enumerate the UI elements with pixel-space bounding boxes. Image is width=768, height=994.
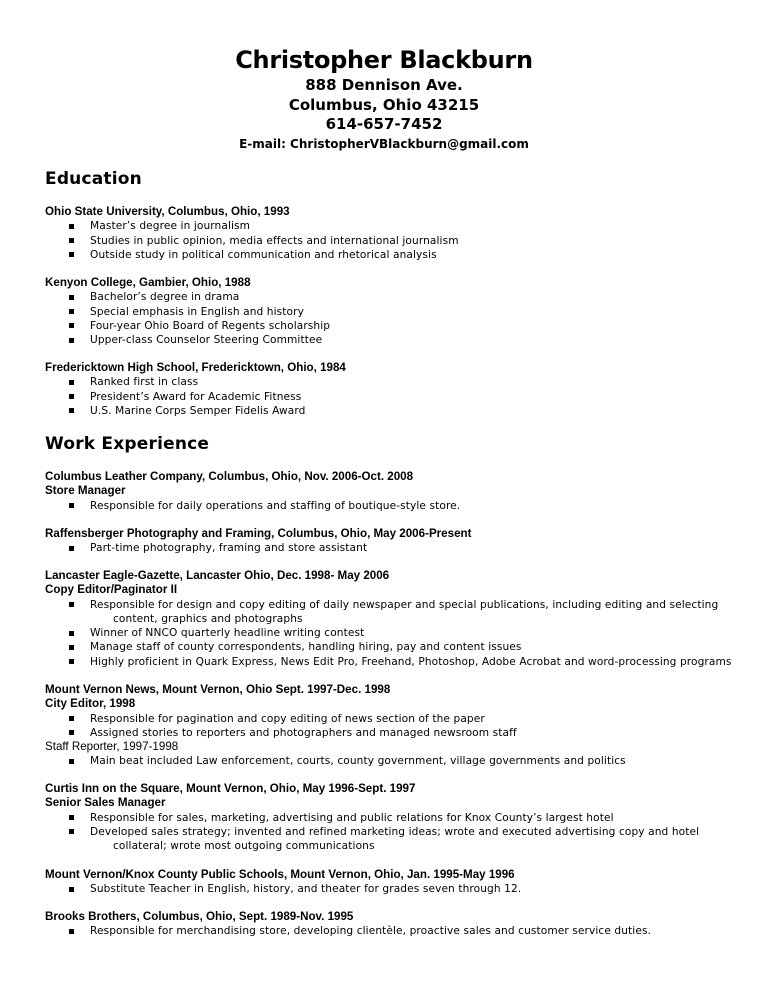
square-bullet-icon <box>69 323 74 328</box>
job-role: Store Manager <box>45 484 126 498</box>
square-bullet-icon <box>69 730 74 735</box>
email-address: E-mail: ChristopherVBlackburn@gmail.com <box>239 136 529 151</box>
bullet-list <box>45 541 735 555</box>
job-entry <box>45 782 735 853</box>
entry-heading: Lancaster Eagle-Gazette, Lancaster Ohio, Dec. 1998- May 2006 <box>45 569 390 582</box>
list-item: U.S. Marine Corps Semper Fidelis Award <box>45 404 735 418</box>
address-line-1: 888 Dennison Ave. <box>305 76 463 94</box>
list-item: Responsible for design and copy editing of daily newspaper and special publications, including editing and selecting content, graphics and photographs <box>45 598 735 627</box>
list-item: Responsible for daily operations and staffing of boutique-style store. <box>45 499 735 513</box>
bullet-list <box>45 499 735 513</box>
job-role: Senior Sales Manager <box>45 796 166 810</box>
bullet-list <box>45 754 735 768</box>
list-item: Four-year Ohio Board of Regents scholarship <box>45 319 735 333</box>
resume-header <box>0 44 768 153</box>
list-item: Special emphasis in English and history <box>45 305 735 319</box>
entry-heading: Brooks Brothers, Columbus, Ohio, Sept. 1989-Nov. 1995 <box>45 910 354 923</box>
bullet-list <box>45 882 735 896</box>
list-item: Assigned stories to reporters and photographers and managed newsroom staff <box>45 726 735 740</box>
square-bullet-icon <box>69 645 74 650</box>
list-item: President’s Award for Academic Fitness <box>45 390 735 404</box>
list-item: Ranked first in class <box>45 375 735 389</box>
list-item: Responsible for sales, marketing, advertising and public relations for Knox County’s largest hotel <box>45 811 735 825</box>
list-item: Highly proficient in Quark Express, News Edit Pro, Freehand, Photoshop, Adobe Acrobat and word-processing programs <box>45 655 735 669</box>
list-item: Bachelor’s degree in drama <box>45 290 735 304</box>
entry-heading: Mount Vernon/Knox County Public Schools, Mount Vernon, Ohio, Jan. 1995-May 1996 <box>45 868 515 881</box>
bullet-list <box>45 811 735 854</box>
education-heading: Education <box>45 169 142 189</box>
bullet-list <box>45 924 735 938</box>
square-bullet-icon <box>69 238 74 243</box>
square-bullet-icon <box>69 408 74 413</box>
list-item: Responsible for merchandising store, developing clientèle, proactive sales and customer service duties. <box>45 924 735 938</box>
square-bullet-icon <box>69 759 74 764</box>
list-item: Part-time photography, framing and store assistant <box>45 541 735 555</box>
job-role: City Editor, 1998 <box>45 697 136 711</box>
job-role-secondary: Staff Reporter, 1997-1998 <box>45 740 179 754</box>
list-item: Developed sales strategy; invented and refined marketing ideas; wrote and executed advertising copy and hotel collateral; wrote most outgoing communications <box>45 825 735 854</box>
job-entry <box>45 470 735 513</box>
bullet-list <box>45 290 735 347</box>
entry-heading: Curtis Inn on the Square, Mount Vernon, Ohio, May 1996-Sept. 1997 <box>45 782 416 795</box>
square-bullet-icon <box>69 224 74 229</box>
phone-number: 614-657-7452 <box>325 115 443 133</box>
square-bullet-icon <box>69 716 74 721</box>
list-item: Studies in public opinion, media effects and international journalism <box>45 234 735 248</box>
list-item: Responsible for pagination and copy editing of news section of the paper <box>45 712 735 726</box>
entry-heading: Fredericktown High School, Fredericktown, Ohio, 1984 <box>45 361 346 374</box>
square-bullet-icon <box>69 815 74 820</box>
square-bullet-icon <box>69 252 74 257</box>
entry-heading: Kenyon College, Gambier, Ohio, 1988 <box>45 276 251 289</box>
square-bullet-icon <box>69 295 74 300</box>
square-bullet-icon <box>69 602 74 607</box>
square-bullet-icon <box>69 929 74 934</box>
job-entry <box>45 683 735 769</box>
education-entry <box>45 361 735 418</box>
square-bullet-icon <box>69 887 74 892</box>
bullet-list <box>45 375 735 418</box>
entry-heading: Raffensberger Photography and Framing, Columbus, Ohio, May 2006-Present <box>45 527 472 540</box>
entry-heading: Columbus Leather Company, Columbus, Ohio, Nov. 2006-Oct. 2008 <box>45 470 414 483</box>
list-item: Main beat included Law enforcement, courts, county government, village governments and politics <box>45 754 735 768</box>
square-bullet-icon <box>69 338 74 343</box>
bullet-list <box>45 219 735 262</box>
address-line-2: Columbus, Ohio 43215 <box>288 95 480 114</box>
job-entry <box>45 569 735 669</box>
square-bullet-icon <box>69 631 74 636</box>
list-item: Substitute Teacher in English, history, and theater for grades seven through 12. <box>45 882 735 896</box>
list-item: Outside study in political communication and rhetorical analysis <box>45 248 735 262</box>
job-entry <box>45 868 735 897</box>
entry-heading: Ohio State University, Columbus, Ohio, 1993 <box>45 205 290 218</box>
square-bullet-icon <box>69 546 74 551</box>
square-bullet-icon <box>69 503 74 508</box>
candidate-name: Christopher Blackburn <box>235 46 533 74</box>
entry-heading: Mount Vernon News, Mount Vernon, Ohio Sept. 1997-Dec. 1998 <box>45 683 391 696</box>
list-item: Manage staff of county correspondents, handling hiring, pay and content issues <box>45 640 735 654</box>
education-entry <box>45 276 735 347</box>
job-entry <box>45 527 735 556</box>
square-bullet-icon <box>69 659 74 664</box>
work-experience-heading: Work Experience <box>45 434 210 454</box>
bullet-list <box>45 712 735 741</box>
square-bullet-icon <box>69 394 74 399</box>
job-entry <box>45 910 735 939</box>
square-bullet-icon <box>69 309 74 314</box>
education-entry <box>45 205 735 262</box>
bullet-list <box>45 598 735 669</box>
list-item: Upper-class Counselor Steering Committee <box>45 333 735 347</box>
square-bullet-icon <box>69 829 74 834</box>
job-role: Copy Editor/Paginator II <box>45 583 178 597</box>
square-bullet-icon <box>69 380 74 385</box>
list-item: Winner of NNCO quarterly headline writing contest <box>45 626 735 640</box>
list-item: Master’s degree in journalism <box>45 219 735 233</box>
